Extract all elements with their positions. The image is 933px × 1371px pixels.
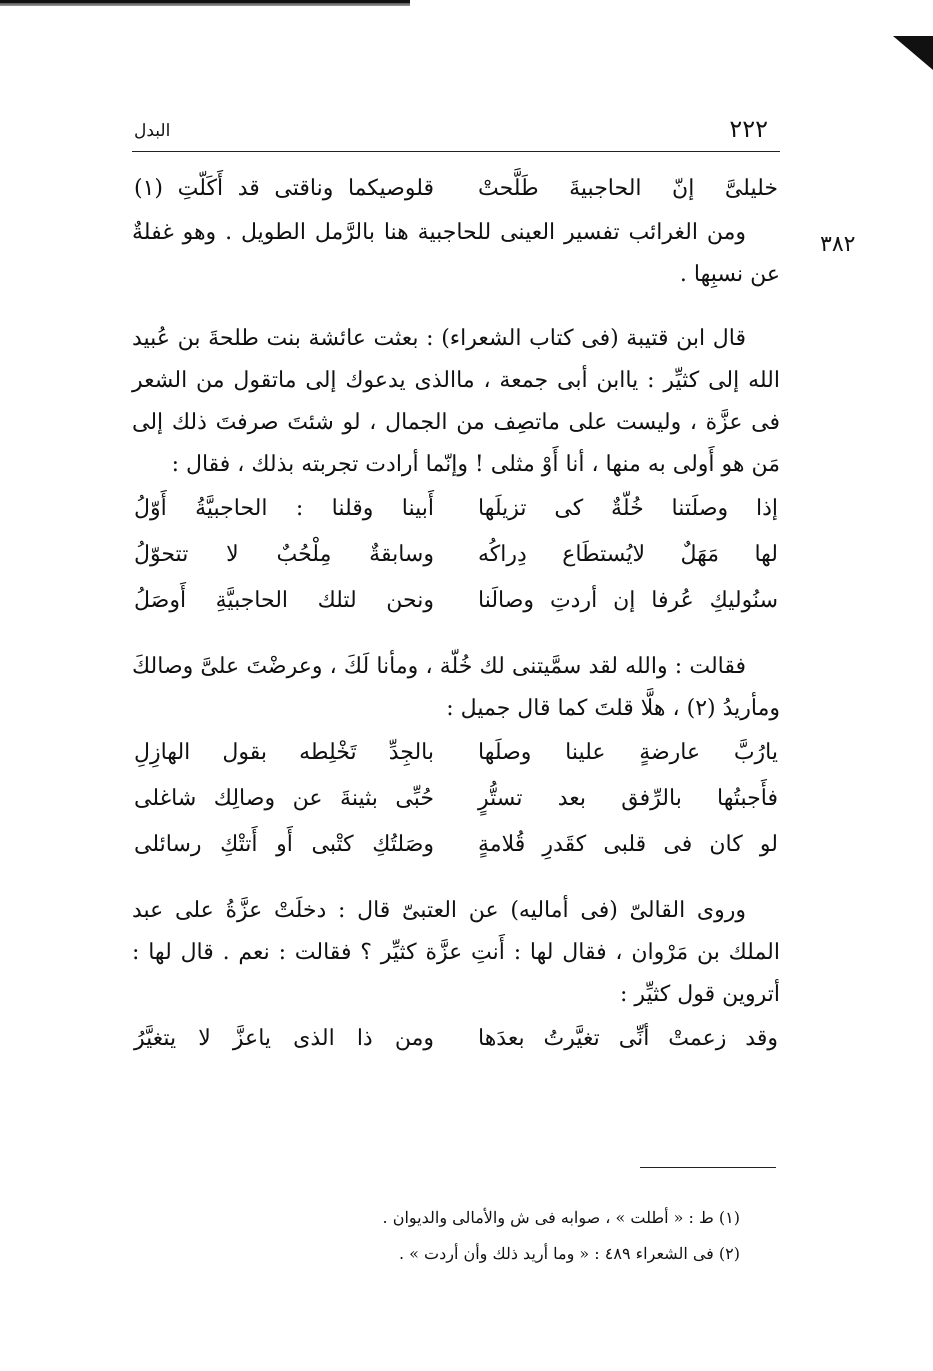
verse-second-hemistich: بالجِدِّ تَخْلِطه بقول الهازِلِ [134, 740, 434, 765]
verse-line [132, 822, 780, 868]
verse-second-hemistich: وصَلتُكِ كتْبى أَو أَتتْكِ رسائلى [134, 832, 434, 857]
verse-line [132, 578, 780, 624]
margin-entry-number: ٣٨٢ [820, 232, 856, 257]
verse-first-hemistich: لو كان فى قلبى كقَدرِ قُلامةٍ [478, 832, 778, 857]
verse-first-hemistich: إذا وصلَتنا خُلّةٌ كى تزيلَها [478, 496, 778, 521]
verse-first-hemistich: سنُوليكِ عُرفا إن أردتِ وصالَنا [478, 588, 778, 613]
page-number: ٢٢٢ [729, 115, 768, 143]
footnote: (٢) فى الشعراء ٤٨٩ : « وما أريد ذلك وأن أردت » . [398, 1244, 740, 1263]
footnote-separator [640, 1167, 776, 1168]
verse-second-hemistich: أَبينا وقلنا : الحاجبيَّةُ أَوّلُ [134, 496, 434, 521]
verse-first-hemistich: وقد زعمتْ أنِّى تغيَّرتُ بعدَها [478, 1026, 778, 1051]
corner-triangle-mark [893, 36, 933, 72]
verse-second-hemistich: قلوصيكما وناقتى قد أَكَلّتِ (١) [134, 176, 434, 201]
footnote: (١) ط : « أطلت » ، صوابه فى ش والأمالى والديوان . [382, 1208, 740, 1227]
page-body [132, 152, 780, 1062]
paragraph: ومن الغرائب تفسير العينى للحاجبية هنا بالرَّمل الطويل . وهو غفلةٌ عن نسبِها . [132, 220, 780, 287]
running-head: البدل [134, 121, 171, 141]
verse-first-hemistich: يارُبَّ عارضةٍ علينا وصلَها [478, 740, 778, 765]
verse-line [132, 730, 780, 776]
page-top-edge-mark [0, 0, 410, 6]
verse-second-hemistich: ومن ذا الذى ياعزَّ لا يتغيَّرُ [134, 1026, 434, 1051]
page-header [132, 115, 780, 152]
verse-line [132, 776, 780, 822]
verse-line [132, 1016, 780, 1062]
paragraph: قال ابن قتيبة (فى كتاب الشعراء) : بعثت عائشة بنت طلحةَ بن عُبيد الله إلى كثيِّر : ياابن أبى جمعة ، ماالذى يدعوك إلى ماتقول من الشعر فى عزَّة ، وليست على ماتصِف من الجمال ، لو شئتَ صرفتَ ذلك إلى مَن هو أَولى به منها ، أنا أَوْ مثلى ! وإنّما أرادت تجربته بذلك ، فقال : [132, 326, 780, 477]
verse-first-hemistich: خليلىَّ إنّ الحاجبيةَ طَلَّحتْ [478, 176, 778, 201]
verse-second-hemistich: حُبِّى بثينةَ عن وصالِك شاغلى [134, 786, 434, 811]
footnotes [330, 1200, 740, 1272]
verse-first-hemistich: فأَجبتُها بالرِّفق بعد تستُّرٍ [478, 786, 778, 811]
verse-first-hemistich: لها مَهَلٌ لايُستطَاع دِراكُه [478, 542, 778, 567]
paragraph: وروى القالىّ (فى أماليه) عن العتبىّ قال : دخلَتْ عزَّةُ على عبد الملك بن مَرْوان ، فقال لها : أَنتِ عزَّة كثيِّر ؟ فقالت : نعم . قال لها : أتروين قول كثيِّر : [132, 898, 780, 1007]
verse-line [132, 532, 780, 578]
verse-line [132, 166, 780, 212]
paragraph: فقالت : والله لقد سمَّيتنى لك خُلّة ، ومأنا لَكَ ، وعرضْتَ علىَّ وصالكَ ومأريدُ (٢) ، هلَّا قلتَ كما قال جميل : [132, 654, 780, 721]
page [132, 115, 780, 1062]
verse-line [132, 486, 780, 532]
verse-second-hemistich: وسابقةٌ مِلْحُبٌ لا تتحوّلُ [134, 542, 434, 567]
verse-second-hemistich: ونحن لتلك الحاجبيَّةِ أَوصَلُ [134, 588, 434, 613]
